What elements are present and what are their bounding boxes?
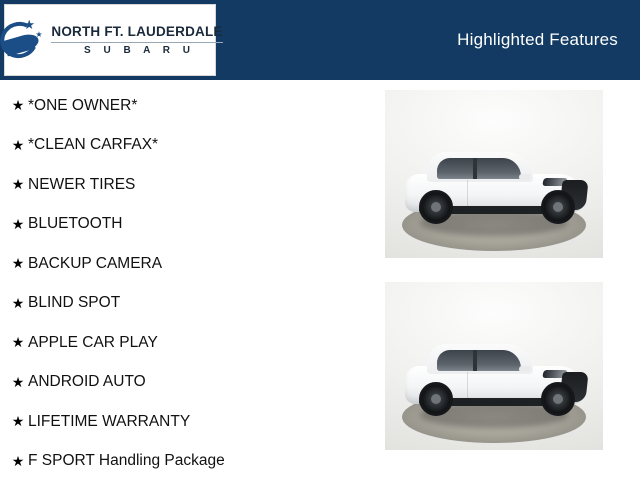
vehicle-illustration bbox=[401, 140, 589, 226]
star-bullet-icon: ★ bbox=[11, 413, 25, 430]
feature-label: *ONE OWNER* bbox=[28, 96, 138, 114]
list-item bbox=[8, 165, 372, 205]
list-item bbox=[8, 442, 372, 480]
feature-label: BACKUP CAMERA bbox=[28, 254, 163, 272]
list-item bbox=[8, 323, 372, 363]
vehicle-photo-side-front-angle bbox=[385, 282, 603, 450]
vehicle-illustration bbox=[401, 332, 589, 418]
header-bar bbox=[0, 0, 640, 80]
vehicle-photo-front-three-quarter bbox=[385, 90, 603, 258]
list-item bbox=[8, 363, 372, 403]
star-bullet-icon: ★ bbox=[11, 294, 25, 311]
feature-label: NEWER TIRES bbox=[28, 175, 136, 193]
list-item bbox=[8, 205, 372, 245]
list-item bbox=[8, 126, 372, 166]
dealer-brand: S U B A R U bbox=[84, 45, 195, 56]
star-bullet-icon: ★ bbox=[11, 136, 25, 153]
feature-label: F SPORT Handling Package bbox=[28, 452, 225, 470]
star-bullet-icon: ★ bbox=[11, 215, 25, 232]
star-bullet-icon: ★ bbox=[11, 334, 25, 351]
list-item bbox=[8, 244, 372, 284]
star-bullet-icon: ★ bbox=[11, 176, 25, 193]
dealer-name: NORTH FT. LAUDERDALE bbox=[51, 24, 223, 39]
feature-label: LIFETIME WARRANTY bbox=[28, 412, 191, 430]
star-bullet-icon: ★ bbox=[11, 452, 25, 469]
feature-label: APPLE CAR PLAY bbox=[28, 333, 158, 351]
subaru-pleiades-star-icon: ★ ★ ★ bbox=[0, 16, 45, 64]
list-item bbox=[8, 402, 372, 442]
star-bullet-icon: ★ bbox=[11, 373, 25, 390]
star-bullet-icon: ★ bbox=[11, 255, 25, 272]
feature-label: BLUETOOTH bbox=[28, 215, 123, 233]
feature-label: ANDROID AUTO bbox=[28, 373, 146, 391]
list-item bbox=[8, 86, 372, 126]
star-bullet-icon: ★ bbox=[11, 97, 25, 114]
highlighted-features-list bbox=[0, 86, 372, 480]
logo-divider bbox=[51, 42, 222, 43]
dealer-logo bbox=[4, 4, 223, 76]
feature-label: *CLEAN CARFAX* bbox=[28, 136, 159, 154]
list-item bbox=[8, 284, 372, 324]
page-title: Highlighted Features bbox=[457, 30, 618, 49]
feature-label: BLIND SPOT bbox=[28, 294, 121, 312]
